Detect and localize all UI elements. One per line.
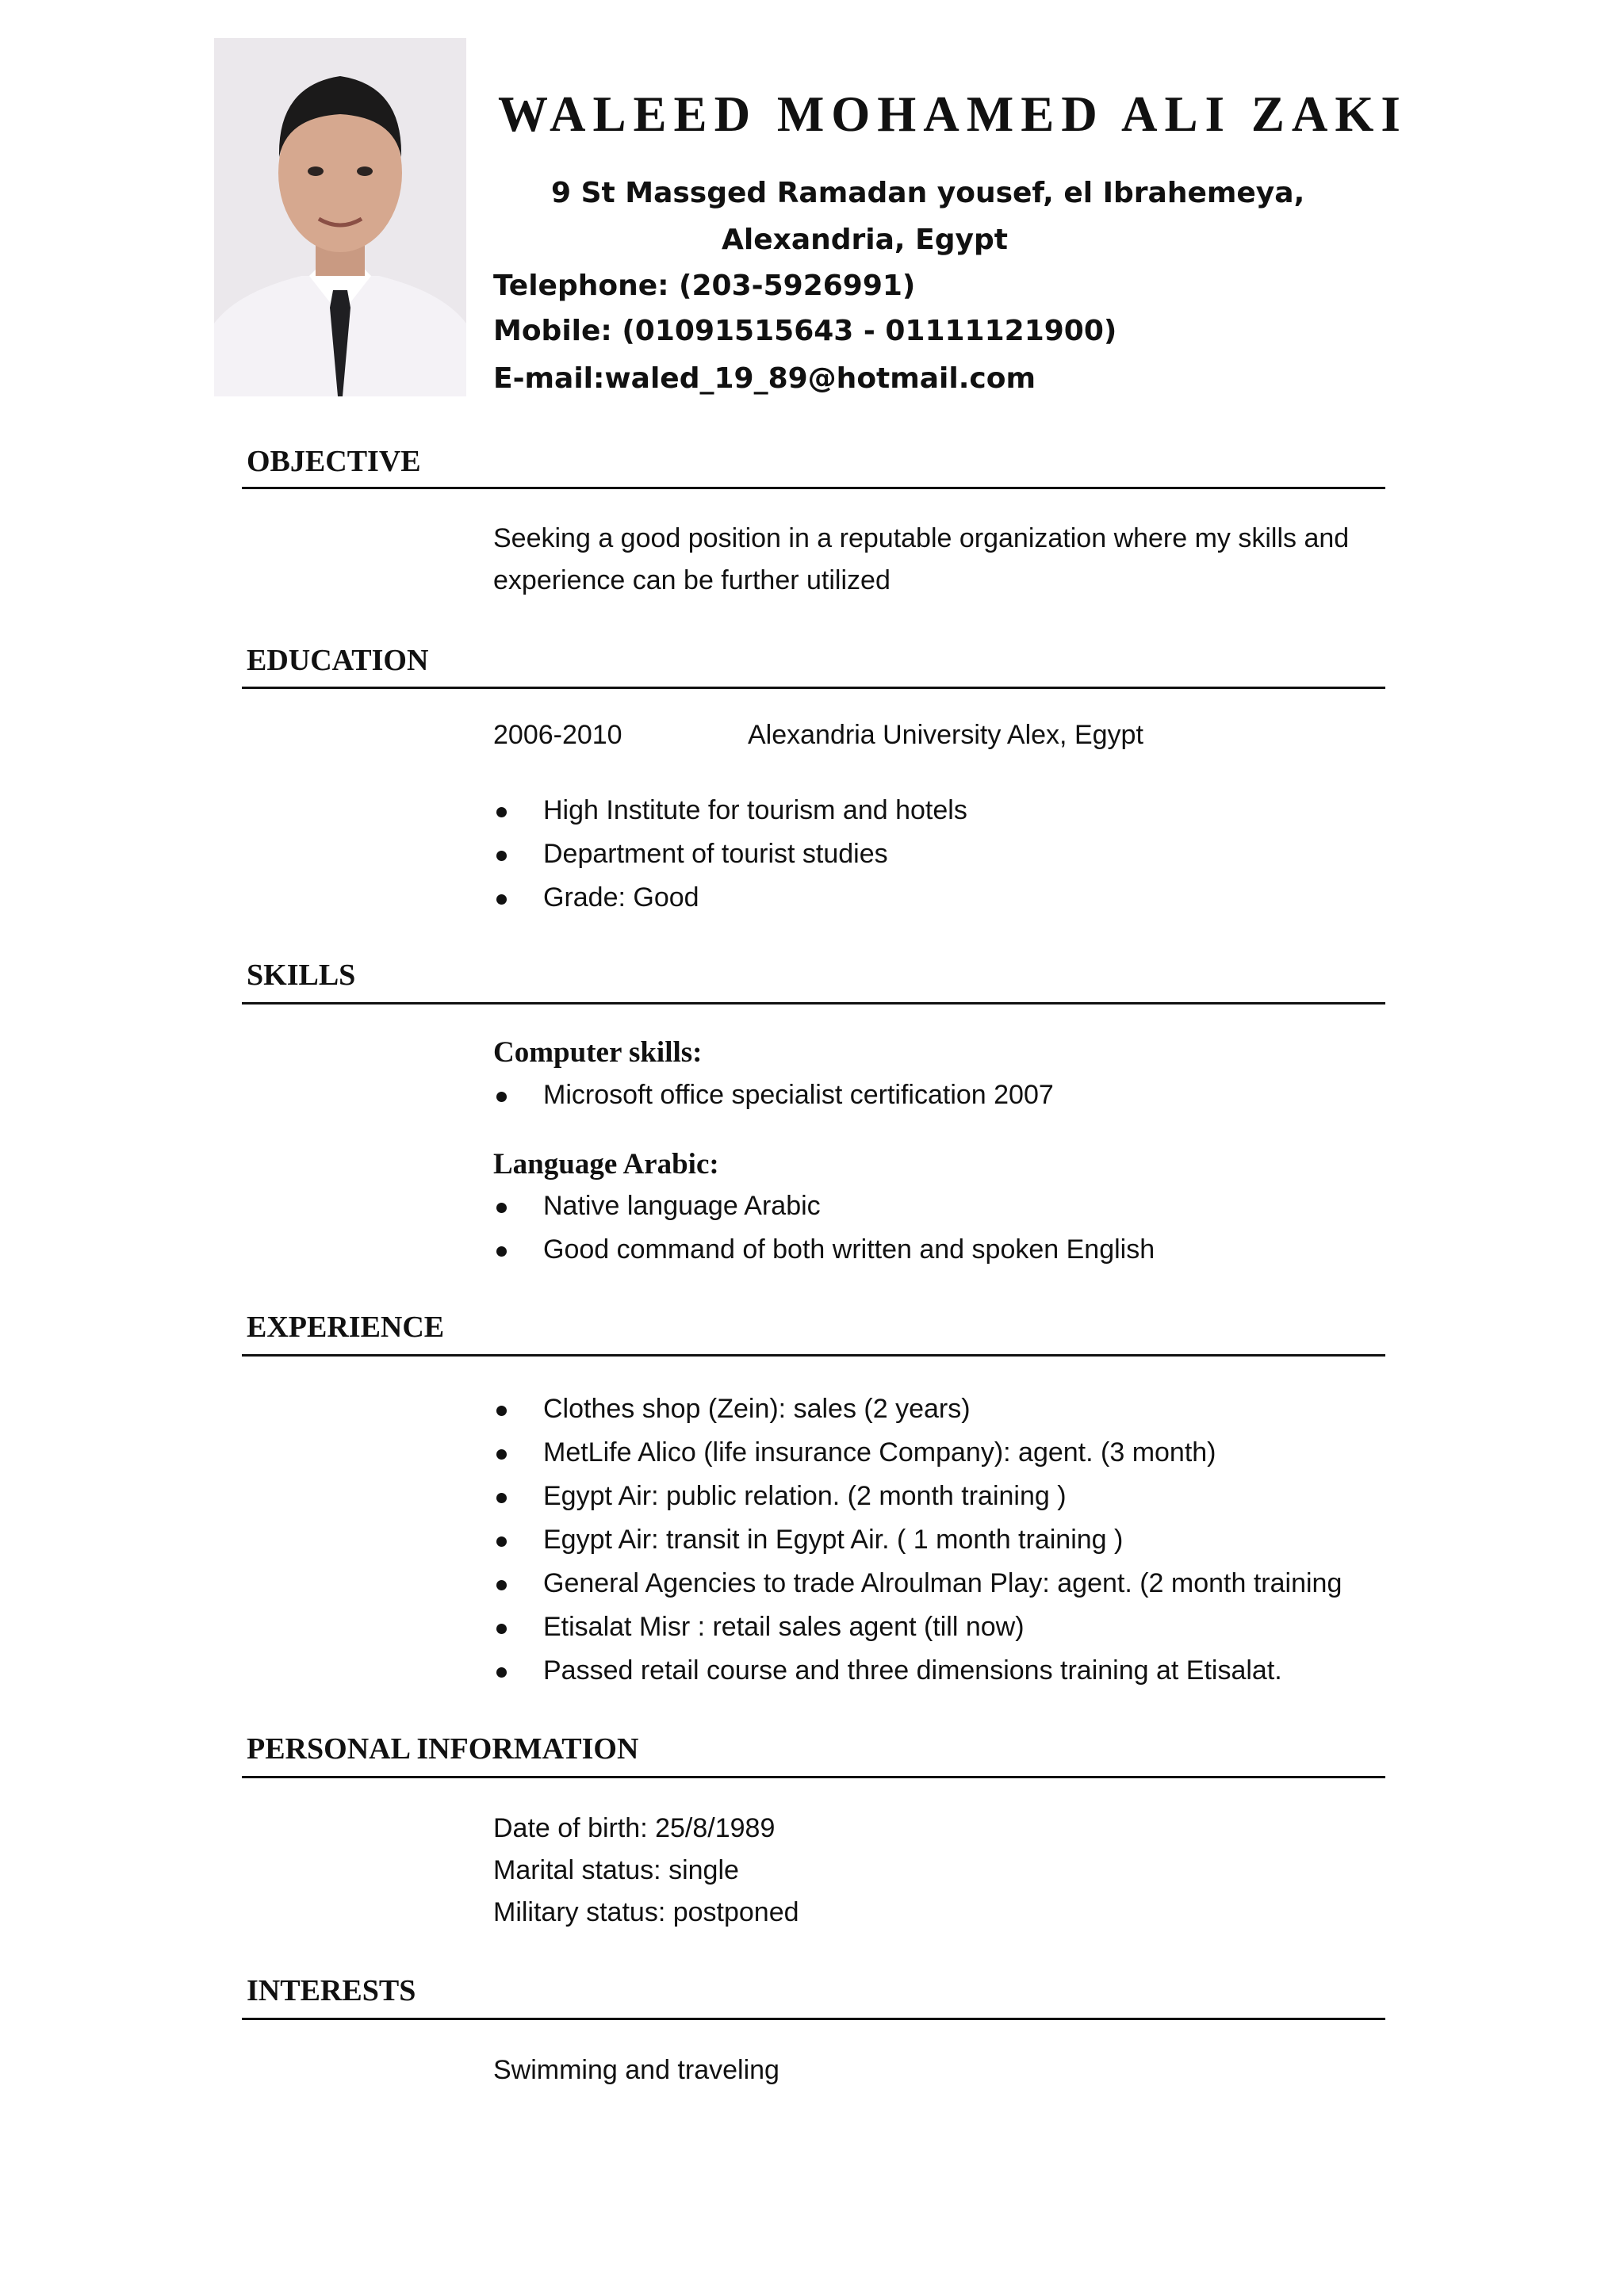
education-list <box>493 789 967 920</box>
interests-line: Swimming and traveling <box>493 2055 779 2085</box>
bullet-icon <box>496 807 507 817</box>
bullet-icon <box>496 1667 507 1678</box>
telephone: Telephone: (203-5926991) <box>493 270 916 302</box>
personal-info-text <box>493 1808 799 1934</box>
section-divider <box>242 1354 1385 1357</box>
bullet-icon <box>496 1203 507 1213</box>
list-item: Grade: Good <box>493 876 967 920</box>
section-title-objective: OBJECTIVE <box>247 445 421 478</box>
portrait-image <box>214 38 466 396</box>
date-of-birth: Date of birth: 25/8/1989 <box>493 1813 776 1843</box>
section-divider <box>242 687 1385 689</box>
list-item: Egypt Air: public relation. (2 month training ) <box>493 1475 1342 1518</box>
bullet-icon <box>496 1092 507 1102</box>
profile-photo <box>214 38 466 396</box>
section-divider <box>242 1776 1385 1778</box>
list-item: Good command of both written and spoken English <box>493 1228 1155 1272</box>
bullet-icon <box>496 851 507 861</box>
education-years: 2006-2010 <box>493 720 622 750</box>
address-line-1: 9 St Massged Ramadan yousef, el Ibrahemeya, <box>551 177 1305 209</box>
list-item: Department of tourist studies <box>493 832 967 876</box>
military-status: Military status: postponed <box>493 1897 799 1927</box>
section-divider <box>242 1002 1385 1004</box>
bullet-icon <box>496 1580 507 1590</box>
section-title-education: EDUCATION <box>247 644 429 677</box>
experience-list <box>493 1387 1342 1693</box>
section-title-interests: INTERESTS <box>247 1974 416 2007</box>
bullet-icon <box>496 1493 507 1503</box>
list-item: MetLife Alico (life insurance Company): agent. (3 month) <box>493 1431 1342 1475</box>
section-title-personal-information: PERSONAL INFORMATION <box>247 1732 639 1766</box>
list-item: Etisalat Misr : retail sales agent (till now) <box>493 1605 1342 1649</box>
list-item: Egypt Air: transit in Egypt Air. ( 1 month training ) <box>493 1518 1342 1562</box>
language-heading: Language Arabic: <box>493 1148 719 1181</box>
section-divider <box>242 2018 1385 2020</box>
section-title-experience: EXPERIENCE <box>247 1311 445 1344</box>
list-item: Passed retail course and three dimensions training at Etisalat. <box>493 1649 1342 1693</box>
list-item: Native language Arabic <box>493 1184 1155 1228</box>
address-line-2: Alexandria, Egypt <box>722 224 1008 256</box>
bullet-icon <box>496 1246 507 1257</box>
section-divider <box>242 487 1385 489</box>
bullet-icon <box>496 894 507 905</box>
education-institution: Alexandria University Alex, Egypt <box>748 720 1143 750</box>
objective-text <box>493 518 1349 602</box>
computer-skills-list <box>493 1073 1054 1117</box>
section-title-skills: SKILLS <box>247 959 356 992</box>
interests-text <box>493 2049 779 2091</box>
bullet-icon <box>496 1624 507 1634</box>
objective-line: experience can be further utilized <box>493 565 891 595</box>
language-list <box>493 1184 1155 1272</box>
email: E-mail:waled_19_89@hotmail.com <box>493 362 1036 395</box>
bullet-icon <box>496 1406 507 1416</box>
list-item: High Institute for tourism and hotels <box>493 789 967 832</box>
list-item: Clothes shop (Zein): sales (2 years) <box>493 1387 1342 1431</box>
bullet-icon <box>496 1536 507 1547</box>
list-item: General Agencies to trade Alroulman Play: agent. (2 month training <box>493 1562 1342 1605</box>
bullet-icon <box>496 1449 507 1460</box>
mobile: Mobile: (01091515643 - 01111121900) <box>493 315 1117 347</box>
candidate-name: WALEED MOHAMED ALI ZAKI <box>498 86 1408 142</box>
list-item: Microsoft office specialist certification 2007 <box>493 1073 1054 1117</box>
objective-line: Seeking a good position in a reputable organization where my skills and <box>493 523 1350 553</box>
computer-skills-heading: Computer skills: <box>493 1036 703 1069</box>
marital-status: Marital status: single <box>493 1855 739 1885</box>
